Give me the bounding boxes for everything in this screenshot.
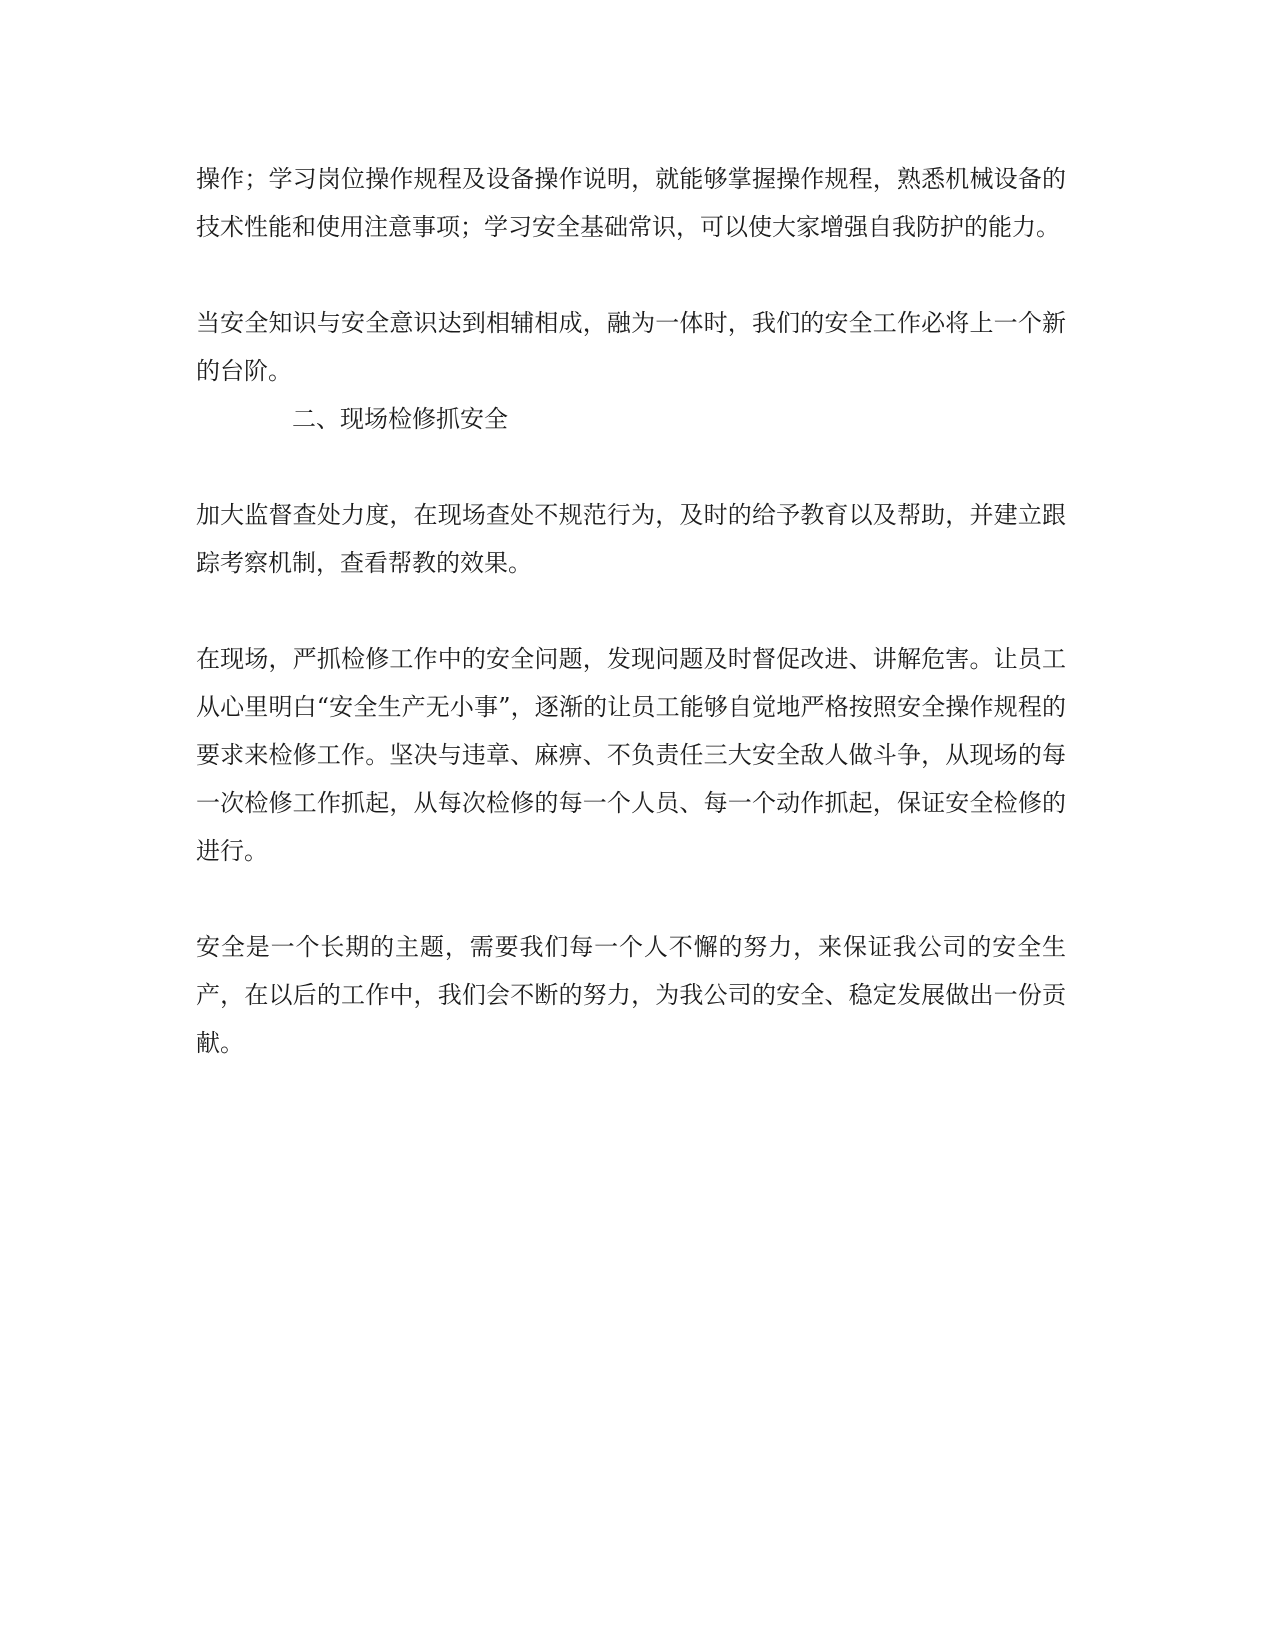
paragraph-awareness: 当安全知识与安全意识达到相辅相成，融为一体时，我们的安全工作必将上一个新的台阶。 bbox=[196, 309, 1066, 385]
paragraph-spacer bbox=[196, 443, 1066, 491]
paragraph-supervision: 加大监督查处力度，在现场查处不规范行为，及时的给予教育以及帮助，并建立跟踪考察机制，查看帮教的效果。 bbox=[196, 501, 1066, 577]
paragraph-training: 操作；学习岗位操作规程及设备操作说明，就能够掌握操作规程，熟悉机械设备的技术性能和使用注意事项；学习安全基础常识，可以使大家增强自我防护的能力。 bbox=[196, 165, 1066, 241]
document-body bbox=[196, 155, 1066, 1067]
section-heading: 二、现场检修抓安全 bbox=[292, 405, 508, 433]
paragraph-spacer bbox=[196, 587, 1066, 635]
paragraph-onsite: 在现场，严抓检修工作中的安全问题，发现问题及时督促改进、讲解危害。让员工从心里明白“安全生产无小事”，逐渐的让员工能够自觉地严格按照安全操作规程的要求来检修工作。坚决与违章、麻痹、不负责任三大安全敌人做斗争，从现场的每一次检修工作抓起，从每次检修的每一个人员、每一个动作抓起，保证安全检修的进行。 bbox=[196, 645, 1066, 865]
paragraph-spacer bbox=[196, 875, 1066, 923]
paragraph-spacer bbox=[196, 251, 1066, 299]
paragraph-conclusion: 安全是一个长期的主题，需要我们每一个人不懈的努力，来保证我公司的安全生产，在以后的工作中，我们会不断的努力，为我公司的安全、稳定发展做出一份贡献。 bbox=[196, 933, 1066, 1057]
